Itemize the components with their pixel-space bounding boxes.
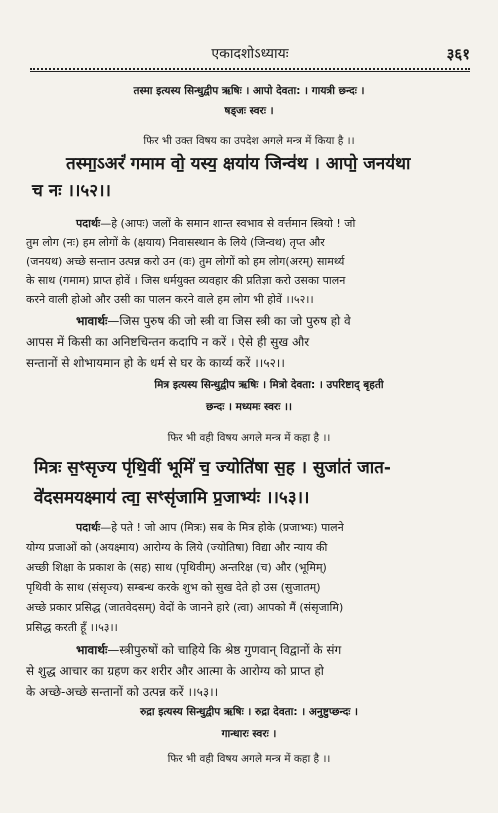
padartha-53-line-4: पृथिवी के साथ (संसृज्य) सम्बन्ध करके शुभ को सुख देते हो उस (सुजातम्): [26, 581, 321, 594]
bhavartha-label: भावार्थः: [76, 314, 108, 328]
page-number: ३६१: [446, 45, 470, 63]
mantra-53-line-1: मित्रः स॒ꣳसृ॒ज्य पृ॑थि॒वीं भूमिं॑ च॒ ज्योति॑षा स॒ह । सुजा॑तं जात-: [34, 458, 391, 478]
header-divider: [30, 68, 470, 70]
intro-line-52: फिर भी उक्त विषय का उपदेश अगले मन्त्र में किया है ।।: [143, 135, 355, 147]
intro-line-53: फिर भी वही विषय अगले मन्त्र में कहा है ।।: [167, 432, 331, 444]
rishi-line-54: रुद्रा इत्यस्य सिन्धुद्वीप ऋषिः । रुद्रा देवता: । अनुष्टुप्छन्दः ।: [139, 706, 359, 718]
bhavartha-label: भावार्थः: [76, 643, 108, 657]
header-divider-line: [30, 71, 470, 72]
bhavartha-53-line-2: से शुद्ध आचार का ग्रहण कर शरीर और आत्मा के आरोग्य को प्राप्त हो: [26, 664, 324, 678]
rishi-line-52: तस्मा इत्यस्य सिन्धुद्वीप ऋषिः । आपो देवता: । गायत्री छन्दः ।: [133, 85, 365, 97]
bhavartha-53-line-3: के अच्छे-अच्छे सन्तानों को उत्पन्न करें ।।५३।।: [26, 685, 219, 699]
bhavartha-53-line-1: भावार्थः—स्त्रीपुरुषों को चाहिये कि श्रेष्ठ गुणवान् विद्वानों के संग: [76, 643, 342, 657]
padartha-52-line-1: पदार्थः—हे (आपः) जलों के समान शान्त स्वभाव से वर्त्तमान स्त्रियो ! जो: [76, 217, 356, 230]
padartha-52-line-2: तुम लोग (नः) हम लोगों के (क्षयाय) निवासस्थान के लिये (जिन्वथ) तृप्त और: [26, 236, 325, 249]
mantra-52-line-1: तस्मा॒ऽअरं॑ गमाम वो॒ यस्य॒ क्षया॑य जिन्व॑थ । आपो॒ जनय॑था: [66, 154, 411, 174]
swara-line-54: गान्धारः स्वरः ।: [221, 728, 277, 740]
bhavartha-52-line-3: सन्तानों से शोभायमान हो के धर्म से घर के कार्य्य करें ।।५२।।: [26, 356, 285, 370]
mantra-53-line-2: वे॑दसमयक्ष्माय॑ त्वा॒ सꣳसृ॑जामि प्र॒जाभ्यः॑ ।।५३।।: [34, 488, 310, 508]
padartha-53-line-1: पदार्थः—हे पते ! जो आप (मित्रः) सब के मित्र होके (प्रजाभ्यः) पालने: [76, 521, 344, 534]
padartha-53-line-3: अच्छी शिक्षा के प्रकाश के (सह) साथ (पृथिवीम्) अन्तरिक्ष (च) और (भूमिम्): [26, 561, 327, 574]
chapter-title: एकादशोऽध्यायः: [211, 46, 289, 62]
padartha-52-line-3: (जनयथ) अच्छे सन्तान उत्पन्न करो उन (वः) तुम लोगों को हम लोग(अरम्) सामर्थ्य: [26, 255, 345, 268]
padartha-label: पदार्थः: [76, 217, 101, 230]
padartha-53-line-6: प्रसिद्ध करती हूँ ।।५३।।: [26, 621, 118, 634]
mantra-52-line-2: च नः ।।५२।।: [32, 181, 111, 201]
padartha-53-line-2: योग्य प्रजाओं को (अयक्ष्माय) आरोग्य के लिये (ज्योतिषा) विद्या और न्याय की: [26, 541, 328, 554]
padartha-52-line-5: करने वाली होओ और उसी का पालन करने वाले हम लोग भी होवें ।।५२।।: [26, 293, 314, 306]
swara-line-52: षड्जः स्वरः ।: [224, 105, 274, 117]
intro-line-54: फिर भी वही विषय अगले मन्त्र में कहा है ।।: [167, 753, 331, 765]
page-header: [0, 44, 498, 64]
padartha-label: पदार्थः: [76, 521, 101, 534]
padartha-52-line-4: के साथ (गमाम) प्राप्त होवें । जिस धर्मयुक्त व्यवहार की प्रतिज्ञा करो उसका पालन: [26, 274, 346, 287]
rishi-line-53: मित्र इत्यस्य सिन्धुद्वीप ऋषिः । मित्रो देवता: । उपरिष्टाद् बृहती: [154, 379, 384, 391]
padartha-53-line-5: अच्छे प्रकार प्रसिद्ध (जातवेदसम्) वेदों के जानने हारे (त्वा) आपको मैं (संसृजामि): [26, 601, 344, 614]
bhavartha-52-line-1: भावार्थः—जिस पुरुष की जो स्त्री वा जिस स्त्री का जो पुरुष हो वे: [76, 314, 351, 328]
chhanda-line-53: छन्दः । मध्यमः स्वरः ।।: [206, 401, 292, 413]
bhavartha-52-line-2: आपस में किसी का अनिष्टचिन्तन कदापि न करें । ऐसे ही सुख और: [26, 335, 310, 349]
